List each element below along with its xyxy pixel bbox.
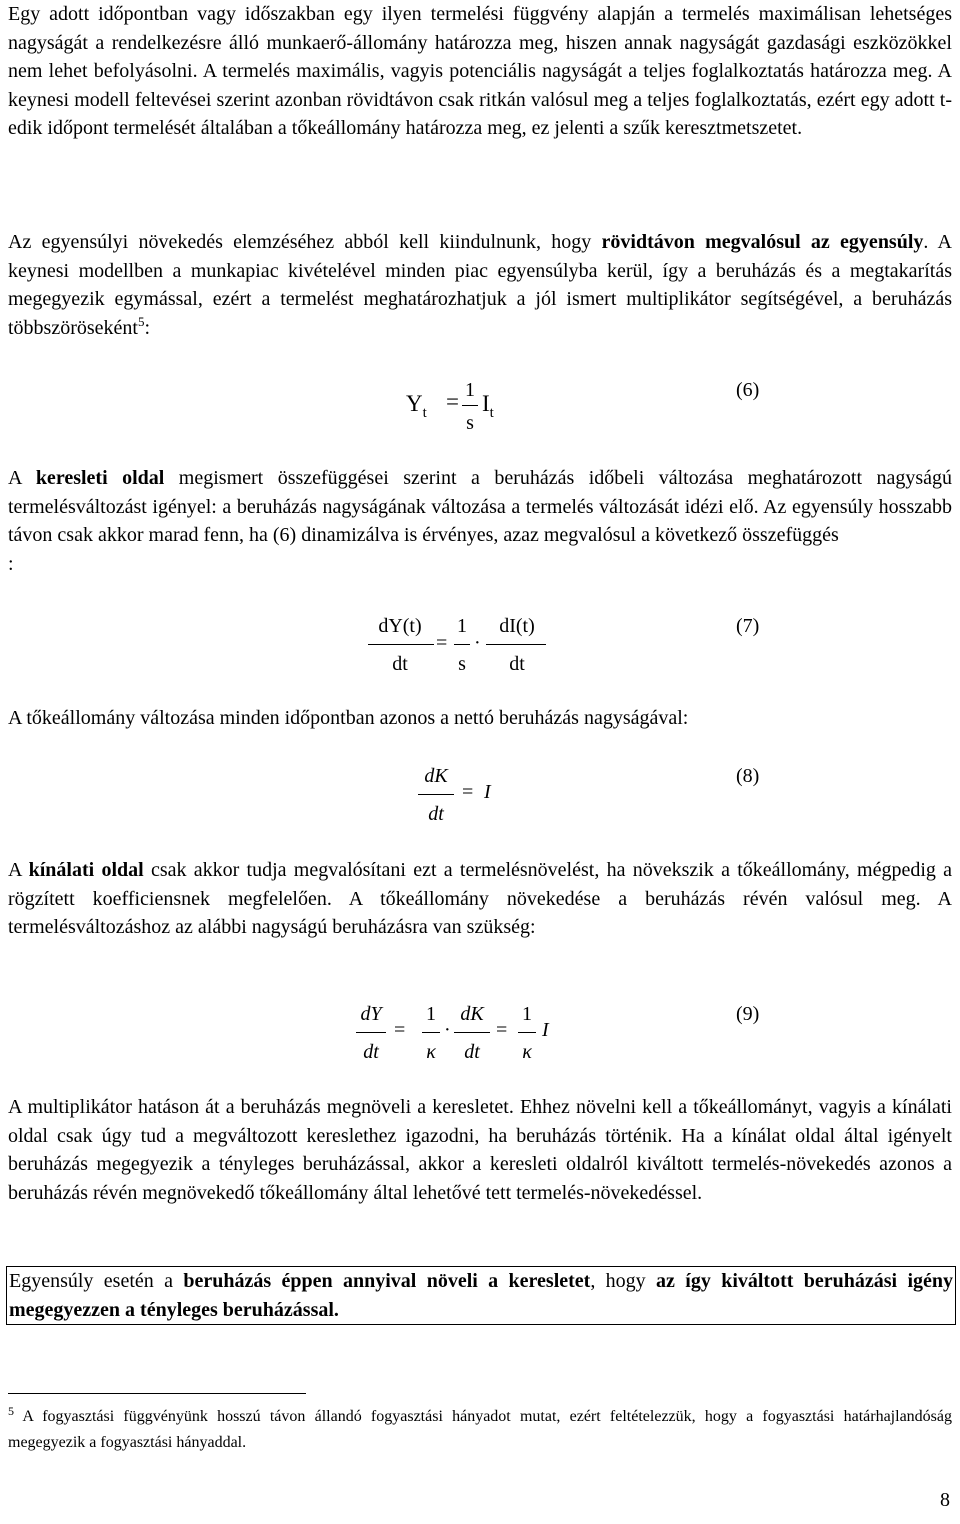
equation-6 xyxy=(8,376,952,436)
eq9-num3: dK xyxy=(460,1003,484,1025)
equation-8-number: (8) xyxy=(736,765,760,787)
eq8-rhs: I xyxy=(484,781,491,803)
boxed-text-a: Egyensúly esetén a xyxy=(9,1270,184,1292)
eq9-equals-2: = xyxy=(496,1019,508,1041)
footnote xyxy=(8,1404,952,1456)
eq9-rhs: I xyxy=(542,1019,549,1041)
eq9-den3: dt xyxy=(464,1041,480,1063)
paragraph-5 xyxy=(8,856,952,942)
eq9-num1: dY xyxy=(360,1003,382,1025)
page-number: 8 xyxy=(940,1489,950,1511)
eq7-den3: dt xyxy=(509,653,525,675)
paragraph-2-text-d: : xyxy=(144,316,151,339)
footnote-mark: 5 xyxy=(8,1404,14,1418)
eq9-den4: κ xyxy=(522,1041,532,1063)
equation-8 xyxy=(8,762,952,832)
equation-9 xyxy=(8,1000,952,1070)
eq8-numerator: dK xyxy=(424,765,448,787)
eq7-bar1 xyxy=(368,644,434,645)
paragraph-3 xyxy=(8,464,952,578)
footnote-text: A fogyasztási függvényünk hosszú távon állandó fogyasztási hányadot mutat, ezért feltételezzük, hogy a fogyasztási határhajlandóság megegyezik a fogyasztási hányaddal. xyxy=(8,1408,952,1451)
eq6-lhs: Y xyxy=(406,391,423,416)
boxed-bold-1: beruházás éppen annyival növeli a keresletet xyxy=(183,1270,591,1292)
paragraph-2 xyxy=(8,228,952,344)
eq6-lhs-sub: t xyxy=(422,405,427,421)
eq9-bar4 xyxy=(518,1032,536,1033)
footnote-ref: 5 xyxy=(137,313,145,329)
paragraph-4: A tőkeállomány változása minden időpontban azonos a nettó beruházás nagyságával: xyxy=(8,707,689,729)
equation-6-number: (6) xyxy=(736,379,760,401)
eq7-bar3 xyxy=(486,644,546,645)
paragraph-2-bold: rövidtávon megvalósul az egyensúly xyxy=(601,231,924,253)
eq9-bar2 xyxy=(422,1032,440,1033)
eq6-rhs: I xyxy=(482,391,490,416)
eq9-num4: 1 xyxy=(522,1003,532,1025)
footnote-separator xyxy=(8,1393,306,1394)
eq8-equals: = xyxy=(462,781,474,803)
paragraph-2-text-c: . A keynesi modellben a munkapiac kivételével minden piac egyensúlyba kerül, így a beruházás és a megtakarítás megegyezik egymással, ezért a termelést meghatározhatjuk a jól ismert multiplikátor segítségével, a beruházás többszöröseként xyxy=(8,231,952,339)
eq7-num2: 1 xyxy=(457,615,467,637)
eq9-den1: dt xyxy=(363,1041,379,1063)
eq7-equals: = xyxy=(436,632,448,654)
eq7-bar2 xyxy=(454,644,470,645)
paragraph-5-text-c: csak akkor tudja megvalósítani ezt a termelésnövelést, ha növekszik a tőkeállomány, mégpedig a rögzített koefficiensnek megfelelően. A tőkeállomány növekedése a beruházás révén valósul meg. A termelésváltozáshoz az alábbi nagyságú beruházásra van szükség: xyxy=(8,859,953,939)
paragraph-3-text-a: A xyxy=(8,467,36,489)
eq6-numerator: 1 xyxy=(465,379,475,401)
paragraph-1: Egy adott időpontban vagy időszakban egy ilyen termelési függvény alapján a termelés maximálisan lehetséges nagyságát a rendelkezésre álló munkaerő-állomány határozza meg, hiszen annak nagyságát gazdasági eszközökkel nem lehet befolyásolni. A termelés maximális, vagyis potenciális nagyságát a teljes foglalkoztatás határozza meg. A keynesi modell feltevései szerint azonban rövidtávon csak ritkán valósul meg a teljes foglalkoztatás, ezért egy adott t-edik időpont termelését általában a tőkeállomány határozza meg, ez jelenti a szűk keresztmetszetet. xyxy=(8,3,952,140)
eq7-dot: · xyxy=(474,632,481,654)
paragraph-5-text-a: A xyxy=(8,859,29,881)
boxed-conclusion xyxy=(6,1266,956,1325)
equation-7-number: (7) xyxy=(736,615,760,637)
equation-7 xyxy=(8,612,952,682)
eq9-num2: 1 xyxy=(426,1003,436,1025)
eq6-denominator: s xyxy=(466,412,474,434)
equation-9-number: (9) xyxy=(736,1003,760,1025)
eq7-den1: dt xyxy=(392,653,408,675)
boxed-bold-2: az így kiváltott beruházási igény megegyezzen a tényleges beruházással. xyxy=(9,1270,954,1321)
eq9-bar1 xyxy=(356,1032,386,1033)
eq6-rhs-sub: t xyxy=(489,405,494,421)
boxed-text-c: , hogy xyxy=(590,1270,657,1292)
eq7-num1: dY(t) xyxy=(378,615,422,637)
eq6-equals: = xyxy=(446,389,459,414)
eq9-bar3 xyxy=(454,1032,490,1033)
eq9-den2: κ xyxy=(426,1041,436,1063)
paragraph-3-text-d: : xyxy=(8,552,14,575)
eq6-fraction-bar xyxy=(462,405,478,406)
eq7-num3: dI(t) xyxy=(499,615,535,637)
paragraph-6: A multiplikátor hatáson át a beruházás megnöveli a keresletet. Ehhez növelni kell a tőkeállományt, vagyis a kínálati oldal csak úgy tud a megváltozott kereslethez igazodni, ha beruházás történik. Ha a kínálat oldal által igényelt beruházás megegyezik a tényleges beruházással, akkor a keresleti oldalról kiváltott termelés-növekedés azonos a beruházás révén megnövekedő tőkeállomány által lehetővé tett termelés-növekedéssel. xyxy=(8,1096,952,1204)
eq8-denominator: dt xyxy=(428,803,444,825)
paragraph-5-bold: kínálati oldal xyxy=(28,859,144,881)
paragraph-3-text-c: megismert összefüggései szerint a beruházás időbeli változása meghatározott nagyságú termelésváltozást igényel: a beruházás nagyságának változása a termelés változását idézi elő. Az egyensúly hosszabb távon csak akkor marad fenn, ha (6) dinamizálva is érvényes, azaz megvalósul a következő összefüggés xyxy=(8,467,953,547)
eq9-dot: · xyxy=(444,1019,451,1041)
paragraph-3-bold: keresleti oldal xyxy=(35,467,165,489)
eq9-equals-1: = xyxy=(394,1019,406,1041)
eq8-fraction-bar xyxy=(418,794,454,795)
paragraph-2-text-a: Az egyensúlyi növekedés elemzéséhez abból kell kiindulnunk, hogy xyxy=(8,231,602,253)
eq7-den2: s xyxy=(458,653,466,675)
